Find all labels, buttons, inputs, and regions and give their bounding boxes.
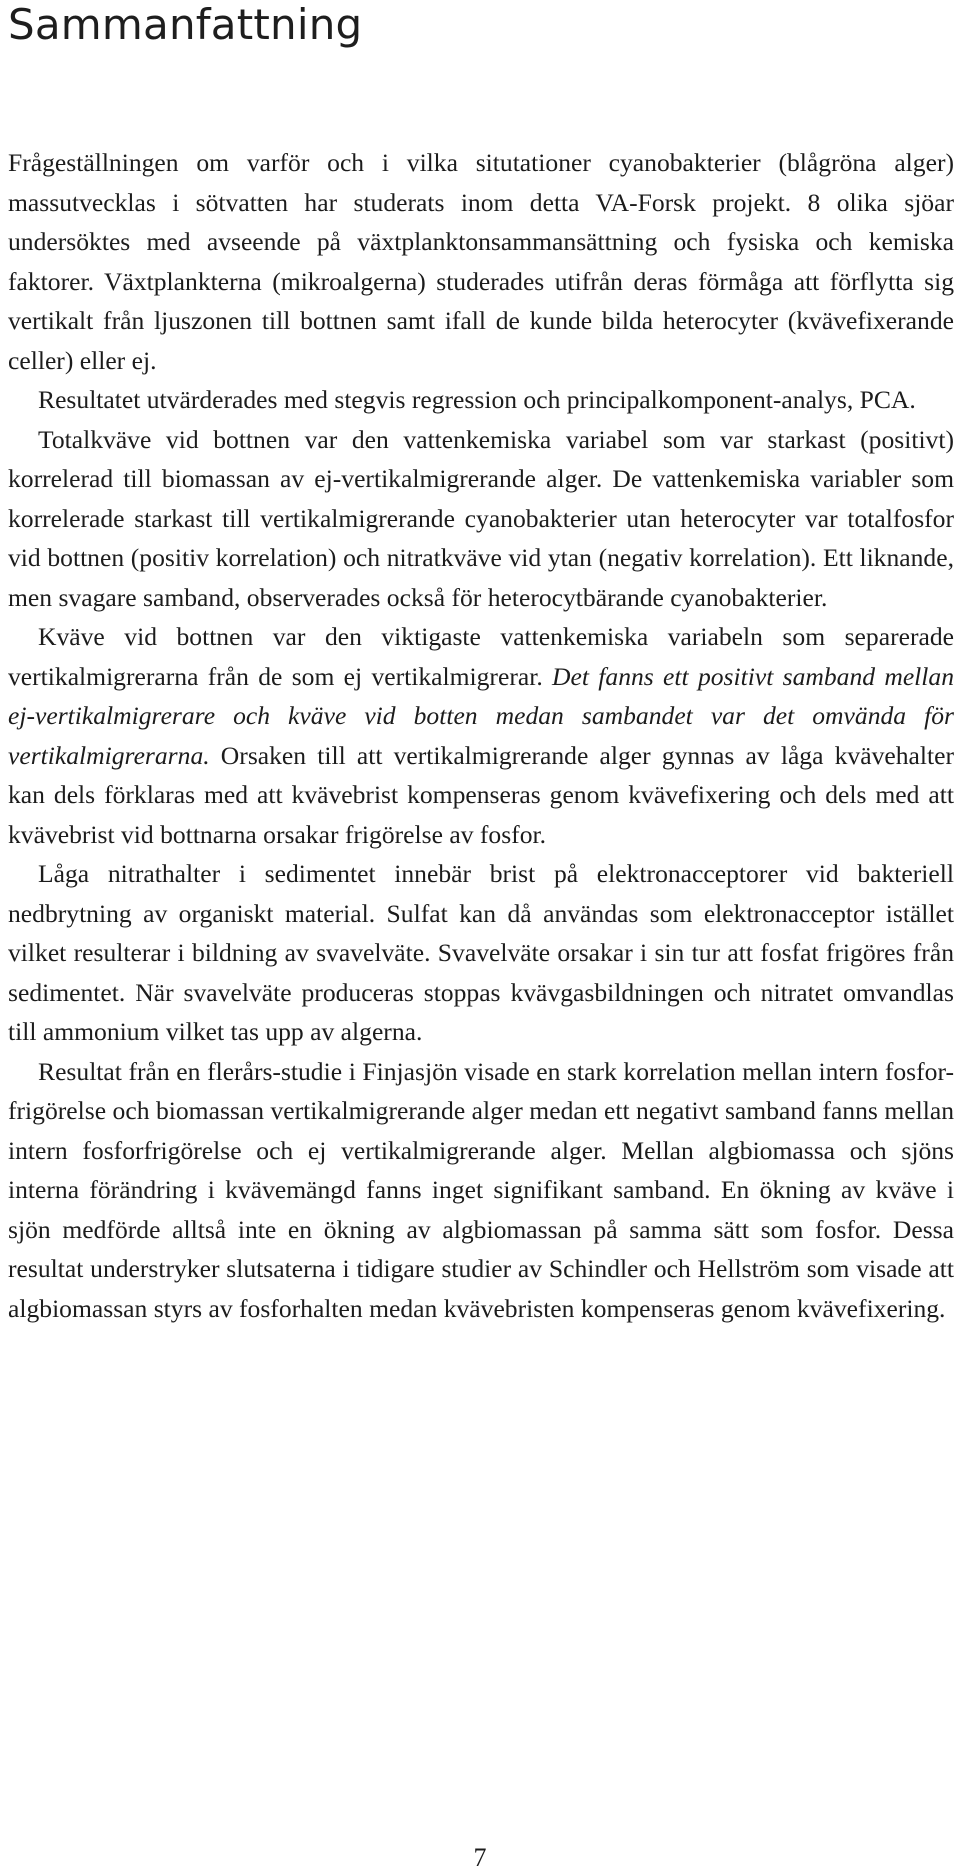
paragraph-intro: Frågeställningen om varför och i vilka situtationer cyanobakterier (blågröna alger) massutvecklas i sötvatten har studerats inom detta VA-Forsk projekt. 8 olika sjöar undersöktes med avseende på växtplanktonsammansättning och fysiska och kemiska faktorer. Växtplankterna (mikroalgerna) studerades utifrån deras förmåga att förflytta sig vertikalt från ljuszonen till bottnen samt ifall de kunde bilda heterocyter (kvävefixerande celler) eller ej. (8, 148, 954, 375)
paragraph-method: Resultatet utvärderades med stegvis regression och principalkomponent-analys, PCA. (38, 385, 916, 414)
paragraph-nitrogen (8, 617, 954, 854)
paragraph-nitrogen-start: Kväve vid bottnen var den viktigaste vattenkemiska variabeln som separerade vertikalmigrerarna från de som ej vertikalmigrerar. (8, 622, 954, 691)
paragraph-nitrogen-end: Orsaken till att vertikalmigrerande alger gynnas av låga kvävehalter kan dels förklaras med att kvävebrist kompenseras genom kvävefixering och dels med att kvävebrist vid bottnarna orsakar frigörelse av fosfor. (8, 740, 954, 849)
page-number: 7 (473, 1843, 487, 1872)
paragraph-sediment: Låga nitrathalter i sedimentet innebär brist på elektronacceptorer vid bakteriell nedbrytning av organiskt material. Sulfat kan då användas som elektronacceptor istället vilket resulterar i bildning av svavelväte. Svavelväte orsakar i sin tur att fosfat frigöres från sedimentet. När svavelväte produceras stoppas kvävgasbildningen och nitratet omvandlas till ammonium vilket tas upp av algerna. (8, 859, 954, 1046)
summary-body (8, 143, 954, 1328)
paragraph-finjasjon: Resultat från en flerårs-studie i Finjasjön visade en stark korrelation mellan intern fosfor-frigörelse och biomassan vertikalmigrerande alger medan ett negativt samband fanns mellan intern fosforfrigörelse och ej vertikalmigrerande alger. Mellan algbiomassa och sjöns interna förändring i kvävemängd fanns inget signifikant samband. En ökning av kväve i sjön medförde alltså inte en ökning av algbiomassan på samma sätt som fosfor. Dessa resultat understryker slutsaterna i tidigare studier av Schindler och Hellström som visade att algbiomassan styrs av fosforhalten medan kvävebristen kompenseras genom kvävefixering. (8, 1056, 954, 1323)
page-title: Sammanfattning (8, 0, 363, 49)
paragraph-correlation: Totalkväve vid bottnen var den vattenkemiska variabel som var starkast (positivt) korrelerad till biomassan av ej-vertikalmigrerande alger. De vattenkemiska variabler som korrelerade starkast till vertikalmigrerande cyanobakterier utan heterocyter var totalfosfor vid bottnen (positiv korrelation) och nitratkväve vid ytan (negativ korrelation). Ett liknande, men svagare samband, observerades också för heterocytbärande cyanobakterier. (8, 424, 954, 612)
paragraph-nitrogen-italic: Det fanns ett positivt samband mellan ej-vertikalmigrerare och kväve vid botten medan sambandet var det omvända för vertikalmigrerarna. (8, 661, 954, 770)
